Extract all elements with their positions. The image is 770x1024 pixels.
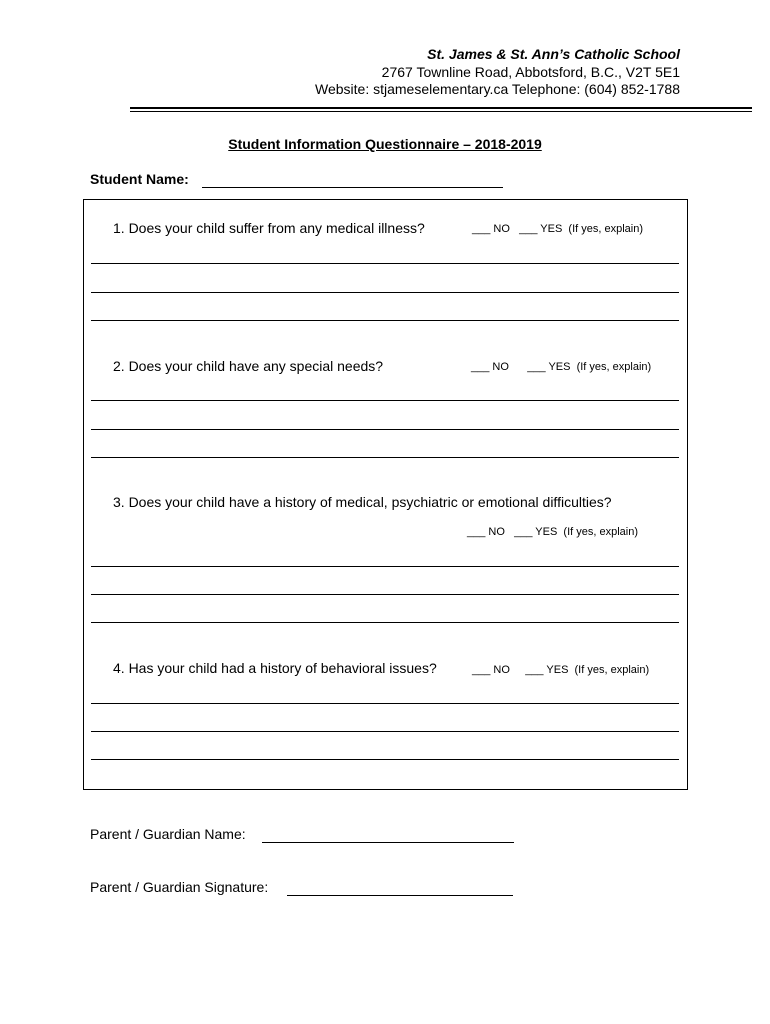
answer-line[interactable] [91, 292, 679, 293]
answer-line[interactable] [91, 594, 679, 595]
question-3-options[interactable]: ___ NO ___ YES (If yes, explain) [467, 526, 638, 538]
guardian-signature-field[interactable] [287, 895, 513, 896]
header-rule-thin [130, 111, 752, 112]
answer-line[interactable] [91, 320, 679, 321]
answer-line[interactable] [91, 759, 679, 760]
answer-line[interactable] [91, 622, 679, 623]
guardian-name-label: Parent / Guardian Name: [90, 826, 246, 842]
question-1-text: 1. Does your child suffer from any medical illness? [113, 220, 425, 236]
answer-line[interactable] [91, 457, 679, 458]
question-1-options[interactable]: ___ NO ___ YES (If yes, explain) [472, 223, 643, 235]
student-name-field[interactable] [202, 187, 503, 188]
answer-line[interactable] [91, 731, 679, 732]
school-address: 2767 Townline Road, Abbotsford, B.C., V2T 5E1 [381, 63, 680, 80]
question-4-text: 4. Has your child had a history of behavioral issues? [113, 660, 437, 676]
guardian-signature-label: Parent / Guardian Signature: [90, 879, 269, 895]
answer-line[interactable] [91, 566, 679, 567]
school-contact: Website: stjameselementary.ca Telephone: (604) 852-1788 [315, 81, 680, 97]
question-2-text: 2. Does your child have any special needs? [113, 358, 384, 374]
school-name: St. James & St. Ann’s Catholic School [427, 46, 680, 62]
header-rule-thick [130, 107, 752, 109]
question-4-options[interactable]: ___ NO ___ YES (If yes, explain) [472, 664, 650, 676]
answer-line[interactable] [91, 429, 679, 430]
guardian-name-field[interactable] [262, 842, 514, 843]
school-header [315, 46, 680, 99]
question-3-text: 3. Does your child have a history of medical, psychiatric or emotional difficulties? [113, 494, 612, 510]
student-name-label: Student Name: [90, 171, 189, 187]
answer-line[interactable] [91, 703, 679, 704]
form-title: Student Information Questionnaire – 2018-2019 [228, 136, 542, 152]
question-2-options[interactable]: ___ NO ___ YES (If yes, explain) [471, 361, 652, 373]
answer-line[interactable] [91, 400, 679, 401]
answer-line[interactable] [91, 263, 679, 264]
